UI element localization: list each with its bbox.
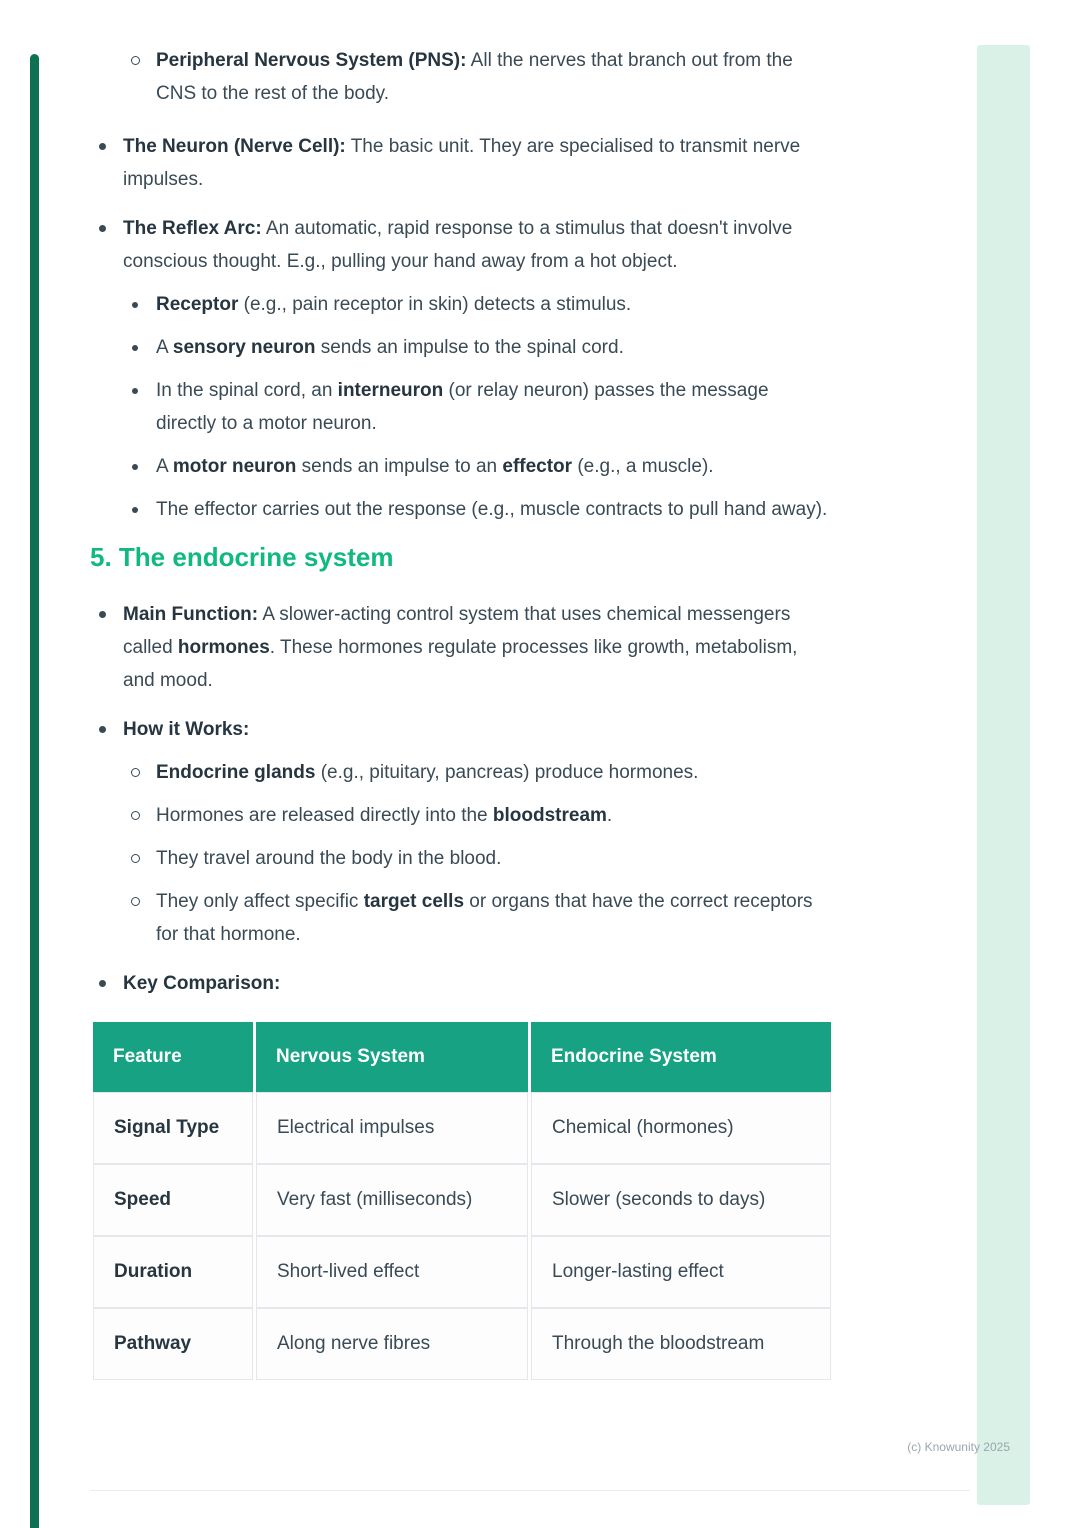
table-cell: Slower (seconds to days) <box>531 1164 831 1236</box>
list-item-travel-blood: They travel around the body in the blood. <box>123 842 832 875</box>
list-item-receptor: Receptor (e.g., pain receptor in skin) detects a stimulus. <box>123 288 832 321</box>
list-item-how-it-works <box>90 713 832 951</box>
table-row-speed <box>93 1164 831 1236</box>
table-row-pathway <box>93 1308 831 1380</box>
list-item-bloodstream: Hormones are released directly into the bloodstream. <box>123 799 832 832</box>
list-item-motor-neuron: A motor neuron sends an impulse to an effector (e.g., a muscle). <box>123 450 832 483</box>
table-cell: Chemical (hormones) <box>531 1092 831 1164</box>
table-header-nervous-system: Nervous System <box>256 1022 528 1092</box>
comparison-table-body <box>93 1092 831 1380</box>
list-item-neuron: The Neuron (Nerve Cell): The basic unit. They are specialised to transmit nerve impulses. <box>90 130 832 196</box>
nervous-system-list <box>90 130 832 526</box>
list-item-key-comparison: Key Comparison: <box>90 967 832 1000</box>
left-accent-bar <box>30 54 39 1528</box>
table-cell: Through the bloodstream <box>531 1308 831 1380</box>
list-item-effector-response: The effector carries out the response (e.g., muscle contracts to pull hand away). <box>123 493 832 526</box>
table-cell: Very fast (milliseconds) <box>256 1164 528 1236</box>
table-cell: Duration <box>93 1236 253 1308</box>
comparison-table-header <box>93 1022 831 1092</box>
list-item-interneuron: In the spinal cord, an interneuron (or relay neuron) passes the message directly to a motor neuron. <box>123 374 832 440</box>
table-header-endocrine-system: Endocrine System <box>531 1022 831 1092</box>
list-item-sensory-neuron: A sensory neuron sends an impulse to the spinal cord. <box>123 331 832 364</box>
table-header-feature: Feature <box>93 1022 253 1092</box>
bottom-divider <box>90 1490 970 1491</box>
list-item-main-function: Main Function: A slower-acting control system that uses chemical messengers called hormones. These hormones regulate processes like growth, metabolism, and mood. <box>90 598 832 697</box>
reflex-arc-text: The Reflex Arc: An automatic, rapid response to a stimulus that doesn't involve conscious thought. E.g., pulling your hand away from a hot object. <box>123 218 793 272</box>
right-accent-strip <box>977 45 1030 1505</box>
endocrine-system-list <box>90 598 832 1000</box>
table-cell: Longer-lasting effect <box>531 1236 831 1308</box>
copyright-notice: (c) Knowunity 2025 <box>907 1440 1010 1454</box>
how-it-works-text: How it Works: <box>123 719 250 740</box>
comparison-table <box>90 1022 834 1380</box>
reflex-steps-list <box>123 288 832 526</box>
table-cell: Speed <box>93 1164 253 1236</box>
list-item-endocrine-glands: Endocrine glands (e.g., pituitary, pancreas) produce hormones. <box>123 756 832 789</box>
notes-content <box>90 44 832 1380</box>
how-it-works-steps-list <box>123 756 832 951</box>
list-item-pns: Peripheral Nervous System (PNS): All the nerves that branch out from the CNS to the rest of the body. <box>123 44 832 110</box>
table-header-row <box>93 1022 831 1092</box>
table-cell: Electrical impulses <box>256 1092 528 1164</box>
table-cell: Along nerve fibres <box>256 1308 528 1380</box>
list-item-reflex-arc <box>90 212 832 526</box>
cns-sub-list <box>123 44 832 110</box>
table-cell: Short-lived effect <box>256 1236 528 1308</box>
list-item-target-cells: They only affect specific target cells or organs that have the correct receptors for that hormone. <box>123 885 832 951</box>
table-cell: Signal Type <box>93 1092 253 1164</box>
table-row-signal-type <box>93 1092 831 1164</box>
table-cell: Pathway <box>93 1308 253 1380</box>
section-heading-endocrine: 5. The endocrine system <box>90 542 394 572</box>
table-row-duration <box>93 1236 831 1308</box>
